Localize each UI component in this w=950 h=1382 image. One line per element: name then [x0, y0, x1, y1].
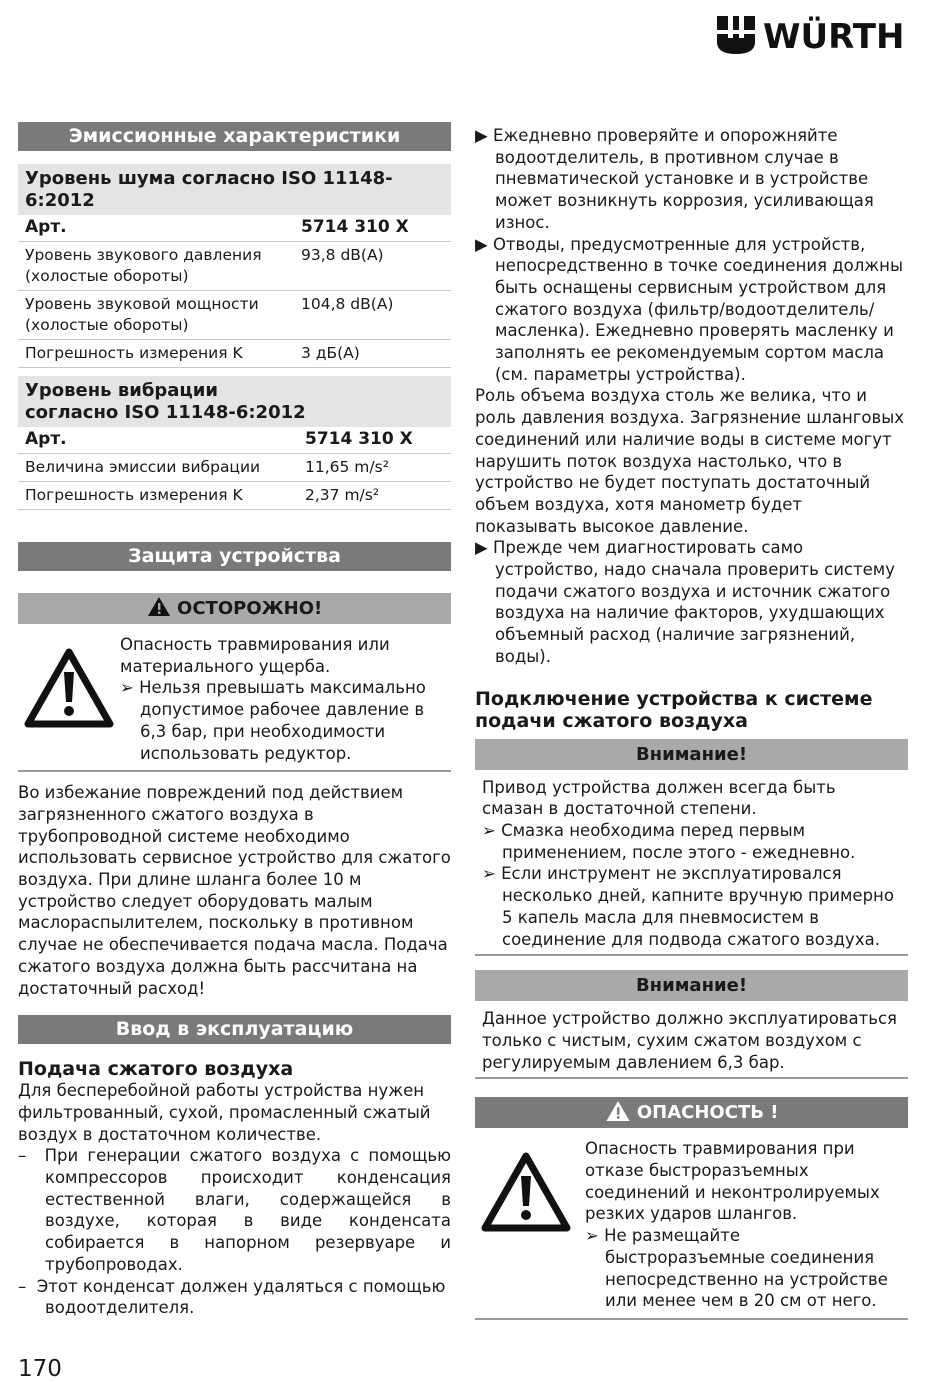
attention-label-1: Внимание!	[475, 739, 908, 770]
vibration-heading: Уровень вибрации согласно ISO 11148-6:2012	[18, 376, 451, 427]
row-value: 11,65 m/s²	[298, 454, 451, 482]
caution-bar	[18, 593, 451, 624]
list-item: ▶ Прежде чем диагностировать само устройство, надо сначала проверить систему подачи сжатого воздуха и источник сжатого воздуха на наличие факторов, ухудшающих объемный расход (наличие загрязнений, воды).	[475, 538, 895, 666]
commissioning-subtitle: Подача сжатого воздуха	[18, 1058, 294, 1081]
art-value: 5714 310 X	[294, 215, 451, 242]
table-row	[18, 454, 451, 482]
right-paragraph: Роль объема воздуха столь же велика, что и роль давления воздуха. Загрязнение шланговых соединений или наличие воды в системе могут нарушить поток воздуха настолько, что в устройство не будет поступать достаточный объем воздуха, хотя манометр будет показывать высокое давление.	[475, 386, 905, 536]
noise-heading: Уровень шума согласно ISO 11148-6:2012	[18, 164, 451, 215]
attention-box-2	[475, 970, 908, 1079]
logo-text: WÜRTH	[763, 17, 905, 57]
danger-item: ➢ Не размещайте быстроразъемные соединения непосредственно на устройстве или менее чем в 20 см от него.	[585, 1226, 888, 1311]
list-item: ▶ Ежедневно проверяйте и опорожняйте водоотделитель, в противном случае в пневматической установке и в устройстве может возникнуть коррозия, усиливающая износ.	[475, 126, 874, 232]
caution-label: ОСТОРОЖНО!	[177, 598, 323, 619]
list-item: – При генерации сжатого воздуха с помощью компрессоров происходит конденсация естественной влаги, содержащейся в воздухе, которая в виде конденсата собирается в напорном резервуаре и трубопроводах.	[18, 1146, 451, 1274]
left-column	[18, 122, 451, 1319]
warning-triangle-icon	[481, 1138, 585, 1312]
attention-text-2: Данное устройство должно эксплуатироваться только с чистым, сухим сжатом воздухом с регулируемым давлением 6,3 бар.	[482, 1009, 897, 1072]
table-row	[18, 340, 451, 368]
wurth-logo	[715, 12, 910, 57]
list-item: ➢ Если инструмент не эксплуатировался несколько дней, капните вручную примерно 5 капель масла для пневмосистем в соединение для подвода сжатого воздуха.	[482, 864, 894, 949]
warning-triangle-icon	[24, 634, 120, 764]
protection-paragraph: Во избежание повреждений под действием загрязненного сжатого воздуха в трубопроводной системе необходимо использовать сервисное устройство для сжатого воздуха. При длине шланга более 10 м устройство следует оборудовать малым маслораспылителем, поскольку в противном случае не обеспечивается подача масла. Подача сжатого воздуха должна быть рассчитана на достаточный расход!	[18, 783, 451, 998]
art-label: Арт.	[18, 215, 294, 242]
caution-text: Опасность травмирования или материального ущерба.	[120, 635, 390, 676]
row-label: Уровень звуковой мощности (холостые обороты)	[18, 291, 294, 340]
row-label: Погрешность измерения K	[18, 482, 298, 510]
art-value: 5714 310 X	[298, 427, 451, 454]
noise-table	[18, 215, 451, 368]
row-value: 3 дБ(A)	[294, 340, 451, 368]
danger-text: Опасность травмирования при отказе быстроразъемных соединений и неконтролируемых резких ударов шлангов.	[585, 1139, 880, 1224]
commissioning-title: Ввод в эксплуатацию	[18, 1015, 451, 1044]
danger-bar	[475, 1097, 908, 1128]
page-number: 170	[18, 1356, 62, 1382]
table-row	[18, 242, 451, 291]
emission-title: Эмиссионные характеристики	[18, 122, 451, 151]
warning-triangle-icon	[147, 598, 177, 619]
row-value: 2,37 m/s²	[298, 482, 451, 510]
caution-item: ➢ Нельзя превышать максимально допустимое рабочее давление в 6,3 бар, при необходимости использовать редуктор.	[120, 678, 426, 763]
row-value: 104,8 dB(A)	[294, 291, 451, 340]
connect-title: Подключение устройства к системе подачи сжатого воздуха	[475, 687, 873, 732]
list-item: – Этот конденсат должен удаляться с помощью водоотделителя.	[18, 1276, 446, 1318]
caution-box	[18, 593, 451, 772]
attention-label-2: Внимание!	[475, 970, 908, 1001]
table-row	[18, 291, 451, 340]
attention-box-1	[475, 739, 908, 957]
danger-label: ОПАСНОСТЬ !	[636, 1102, 779, 1124]
vibration-table	[18, 427, 451, 510]
row-value: 93,8 dB(A)	[294, 242, 451, 291]
attention-text-1: Привод устройства должен всегда быть смазан в достаточной степени.	[482, 777, 836, 819]
list-item: ▶ Отводы, предусмотренные для устройств, непосредственно в точке соединения должны быть оснащены сервисным устройством для сжатого воздуха (фильтр/водоотделитель/масленка). Ежедневно проверять масленку и заполнять ее рекомендуемым сортом масла (см. параметры устройства).	[475, 234, 903, 384]
warning-triangle-icon	[605, 1102, 637, 1123]
danger-box	[475, 1097, 908, 1320]
list-item: ➢ Смазка необходима перед первым применением, после этого - ежедневно.	[482, 820, 856, 862]
commissioning-intro: Для бесперебойной работы устройства нужен фильтрованный, сухой, промасленный сжатый воздух в достаточном количестве.	[18, 1081, 431, 1144]
art-label: Арт.	[18, 427, 298, 454]
row-label: Уровень звукового давления (холостые обороты)	[18, 242, 294, 291]
protection-title: Защита устройства	[18, 542, 451, 571]
row-label: Погрешность измерения K	[18, 340, 294, 368]
row-label: Величина эмиссии вибрации	[18, 454, 298, 482]
table-row	[18, 482, 451, 510]
right-column	[475, 125, 908, 1320]
